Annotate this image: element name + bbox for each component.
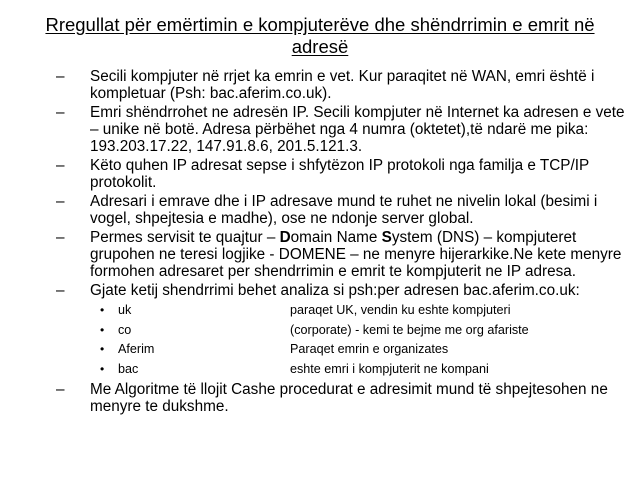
list-item (56, 68, 626, 102)
list-item-dns (56, 229, 626, 280)
sub-item (56, 342, 626, 358)
dash-bullet-icon: – (56, 104, 65, 121)
dash-bullet-icon: – (56, 157, 65, 174)
list-item (56, 104, 626, 155)
list-item-text: Emri shëndrrohet ne adresën IP. Secili kompjuter në Internet ka adresen e vete – unike në botë. Adresa përbëhet nga 4 numra (oktetet),të ndarë me pika: 193.203.17.22, 147.91.8.6, 201.5.121.3. (90, 104, 625, 155)
round-bullet-icon: • (100, 322, 105, 337)
list-item-text: Me Algoritme të llojit Cashe procedurat e adresimit mund të shpejtesohen ne menyre te dukshme. (90, 381, 608, 415)
list-item-text: Secili kompjuter në rrjet ka emrin e vet. Kur paraqitet në WAN, emri është i kompletuar (Psh: bac.aferim.co.uk). (90, 68, 595, 102)
list-item-text: Gjate ketij shendrrimi behet analiza si psh:per adresen bac.aferim.co.uk: (90, 282, 580, 299)
dns-letter-d: D (279, 229, 291, 246)
dash-bullet-icon: – (56, 193, 65, 210)
dash-bullet-icon: – (56, 229, 65, 246)
sub-item-desc: (corporate) - kemi te bejme me org afariste (290, 322, 529, 337)
list-item (56, 282, 626, 299)
list-item (56, 157, 626, 191)
sub-item-desc: paraqet UK, vendin ku eshte kompjuteri (290, 303, 511, 317)
dns-text-omain: omain Name (290, 229, 382, 246)
round-bullet-icon: • (100, 361, 105, 376)
list-item (56, 193, 626, 227)
sub-item-term: co (118, 322, 132, 337)
dns-letter-s: S (381, 229, 392, 246)
dns-text-rest: ystem (DNS) – kompjuteret grupohen ne teresi logjike - DOMENE – ne menyre hijerarkike.Ne kete menyre formohen adresaret per shendrrimin e emrit te kompjuterit ne IP adresa. (90, 229, 622, 280)
list-item-text: Këto quhen IP adresat sepse i shfytëzon IP protokoli nga familja e TCP/IP protokolit. (90, 157, 589, 191)
dash-bullet-icon: – (56, 381, 65, 398)
round-bullet-icon: • (100, 342, 105, 356)
list-item-text: Adresari i emrave dhe i IP adresave mund te ruhet ne nivelin lokal (besimi i vogel, shpejtesia e madhe), ose ne ndonje server global. (90, 193, 598, 227)
sub-item-desc: eshte emri i kompjuterit ne kompani (290, 361, 489, 376)
sub-item-term: bac (118, 361, 139, 376)
dash-bullet-icon: – (56, 68, 65, 85)
sub-item (56, 303, 626, 319)
sub-item (56, 323, 626, 339)
dash-bullet-icon: – (56, 282, 65, 299)
sub-item-term: uk (118, 303, 132, 317)
dns-text-before: Permes servisit te quajtur – (90, 229, 280, 246)
sub-item-term: Aferim (118, 342, 155, 356)
slide-title: Rregullat për emërtimin e kompjuterëve dhe shëndrrimin e emrit në adresë (45, 14, 595, 57)
slide-body (56, 68, 626, 417)
list-item (56, 381, 626, 415)
round-bullet-icon: • (100, 303, 105, 317)
sub-item-desc: Paraqet emrin e organizates (290, 342, 449, 356)
sub-item (56, 362, 626, 378)
